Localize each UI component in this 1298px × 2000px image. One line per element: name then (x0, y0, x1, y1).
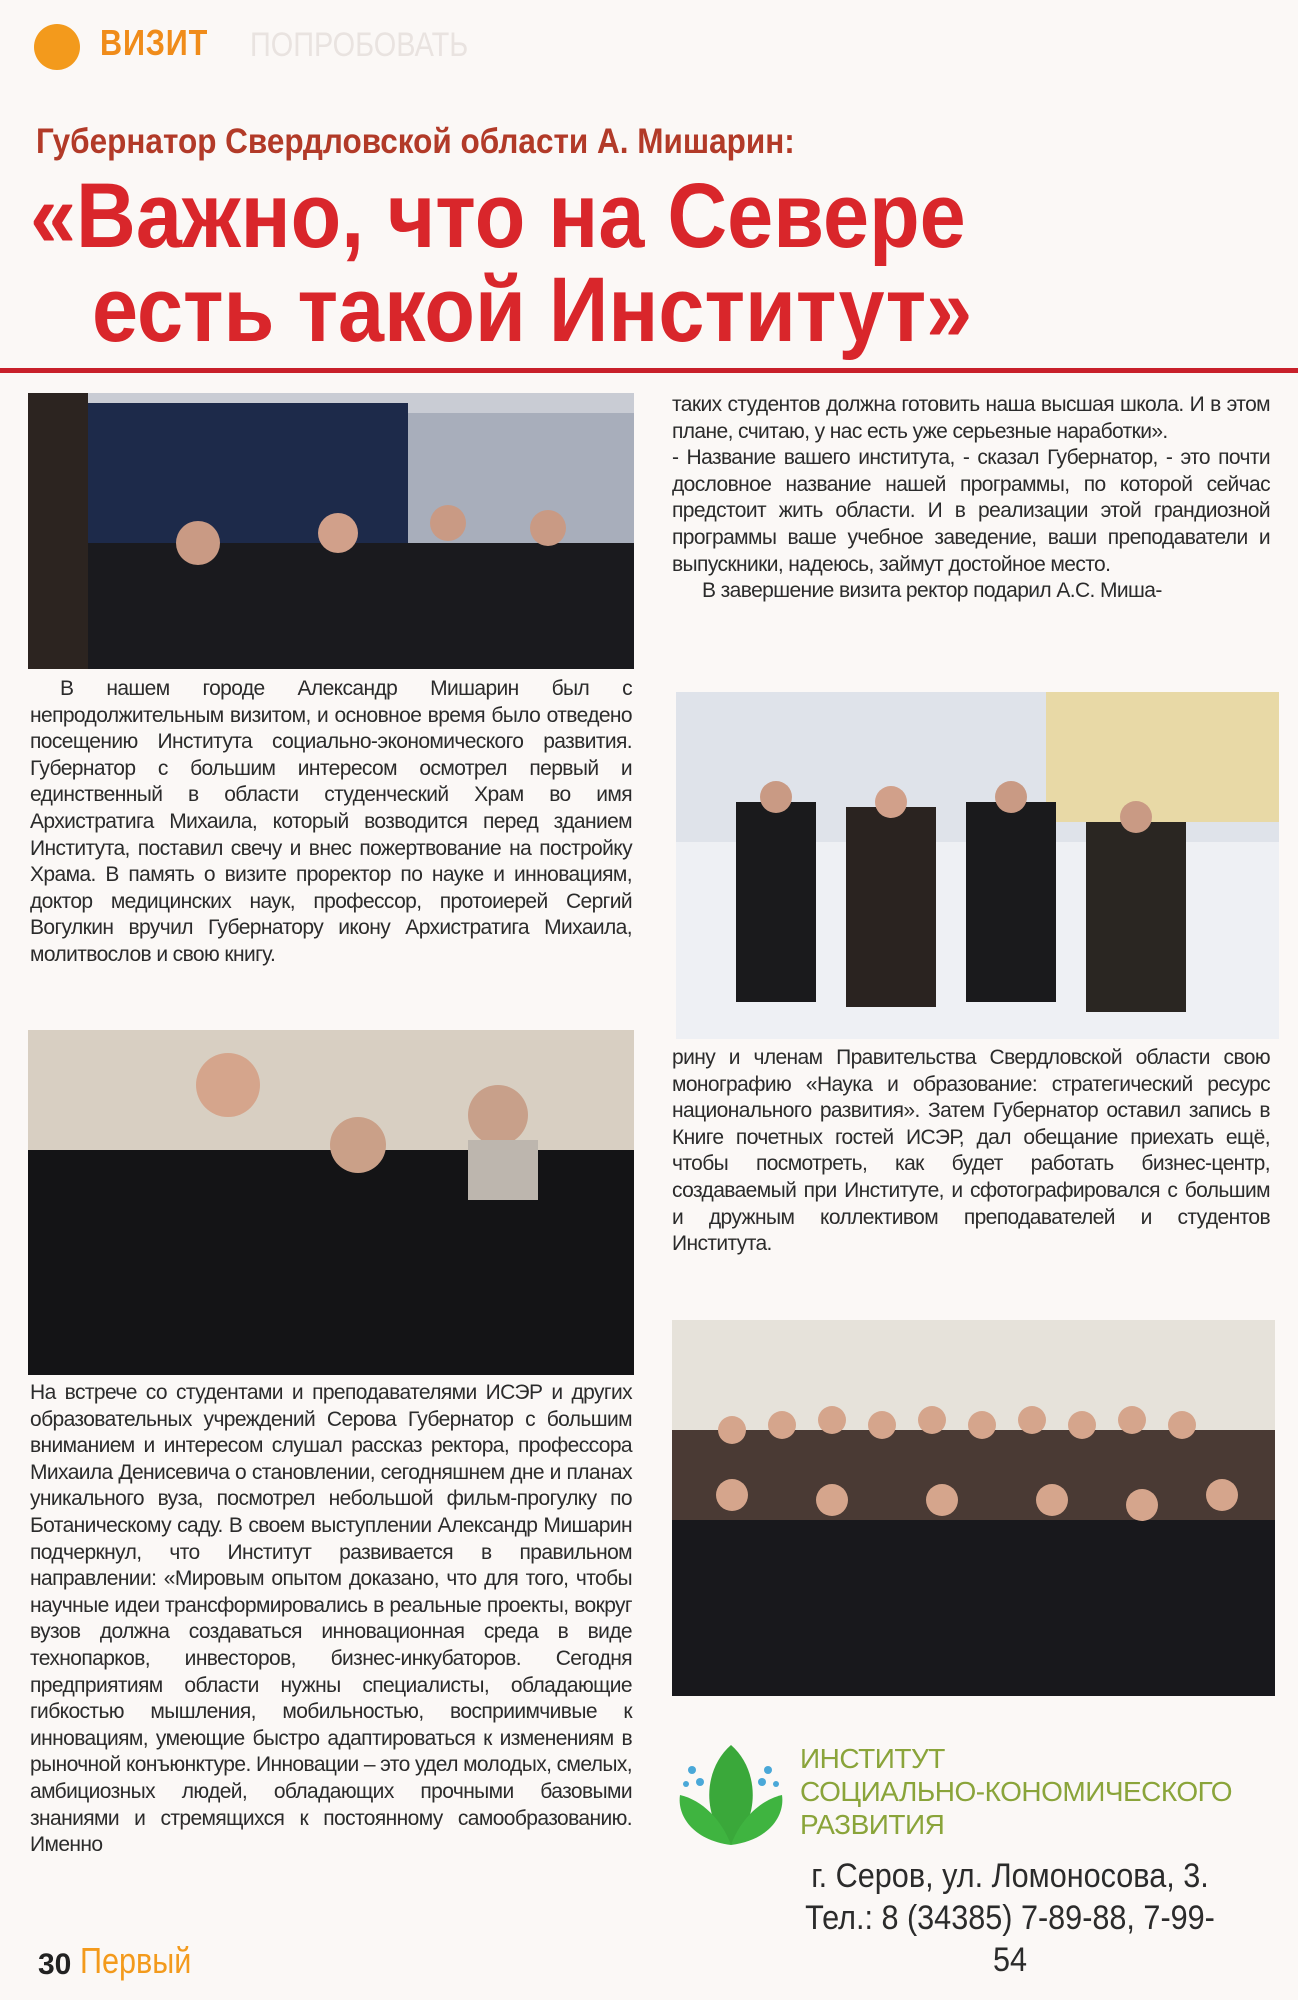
logo-line-1: ИНСТИТУТ (800, 1743, 945, 1774)
photo-group (672, 1320, 1275, 1696)
institute-logo-icon (672, 1740, 790, 1850)
logo-line-2: СОЦИАЛЬНО-КОНОМИЧЕСКОГО (800, 1776, 1233, 1807)
photo-walk (676, 692, 1279, 1039)
page-number: 30 (38, 1948, 72, 1981)
header-divider (0, 368, 1298, 373)
paragraph-2: На встрече со студентами и преподавателями ИСЭР и других образовательных учреждений Серова Губернатор с большим вниманием и интересом слушал рассказ ректора, профессора Михаила Денисевича о становлении, сегодняшнем дне и планах уникального вуза, посмотрел небольшой фильм-прогулку по Ботаническому саду. В своем выступлении Александр Мишарин подчеркнул, что Институт развивается в правильном направлении: «Мировым опытом доказано, что для того, чтобы научные идеи трансформировались в реальные проекты, вокруг вузов должна создаваться инновационная среда в виде технопарков, инвесторов, бизнес-инкубаторов. Сегодня предприятиям области нужны специалисты, обладающие гибкостью мышления, мобильностью, восприимчивые к инновациям, умеющие быстро адаптироваться к изменениям в рыночной конъюнктуре. Инновации – это удел молодых, смелых, амбициозных людей, обладающих прочными базовыми знаниями и стремящихся к постоянному самообразованию. Именно (30, 1381, 632, 1857)
logo-line-3: РАЗВИТИЯ (800, 1809, 945, 1840)
paragraph-1: В нашем городе Александр Мишарин был с непродолжительным визитом, и основное время было отведено посещению Института социально-экономического развития. Губернатор с большим интересом осмотрел первый и единственный в области студенческий Храм во имя Архистратига Михаила, который возводится перед зданием Института, поставил свечу и внес пожертвование на постройку Храма. В память о визите проректор по науке и инновациям, доктор медицинских наук, профессор, протоиерей Сергий Вогулкин вручил Губернатору икону Архистратига Михаила, молитвослов и свою книгу. (30, 677, 632, 966)
headline-line-2: есть такой Институт» (92, 259, 973, 361)
photo-arrival (28, 393, 634, 669)
article-subtitle: Губернатор Свердловской области А. Мишарин: (36, 122, 795, 161)
phone: Тел.: 8 (34385) 7-89-88, 7-99-54 (805, 1899, 1215, 1979)
photo-icon-gift (28, 1030, 634, 1375)
paragraph-3-5: таких студентов должна готовить наша высшая школа. И в этом плане, считаю, у нас есть уже серьезные наработки». - Название вашего института, - сказал Губернатор, - это почти дословное название нашей программы, по которой сейчас предстоит жить области. И в реализации этой грандиозной программы ваше учебное заведение, ваши преподаватели и выпускники, надеюсь, займут достойное место. В завершение визита ректор подарил А.С. Миша- (672, 393, 1270, 603)
address: г. Серов, ул. Ломоносова, 3. (811, 1857, 1209, 1895)
magazine-logo: Первый (80, 1940, 192, 1981)
contact-block (794, 1855, 1226, 1981)
rubric-label: ВИЗИТ (100, 22, 209, 63)
institute-name (800, 1742, 1232, 1841)
ghost-rubric: ПОПРОБОВАТЬ (250, 26, 469, 64)
rubric-dot-icon (34, 24, 80, 70)
headline-line-1: «Важно, что на Севере (30, 165, 966, 267)
paragraph-6: рину и членам Правительства Свердловской области свою монографию «Наука и образование: стратегический ресурс национального развития». Затем Губернатор оставил запись в Книге почетных гостей ИСЭР, дал обещание приехать ещё, чтобы посмотреть, как будет работать бизнес-центр, создаваемый при Институте, и сфотографировался с большим и дружным коллективом преподавателей и студентов Института. (672, 1046, 1270, 1256)
